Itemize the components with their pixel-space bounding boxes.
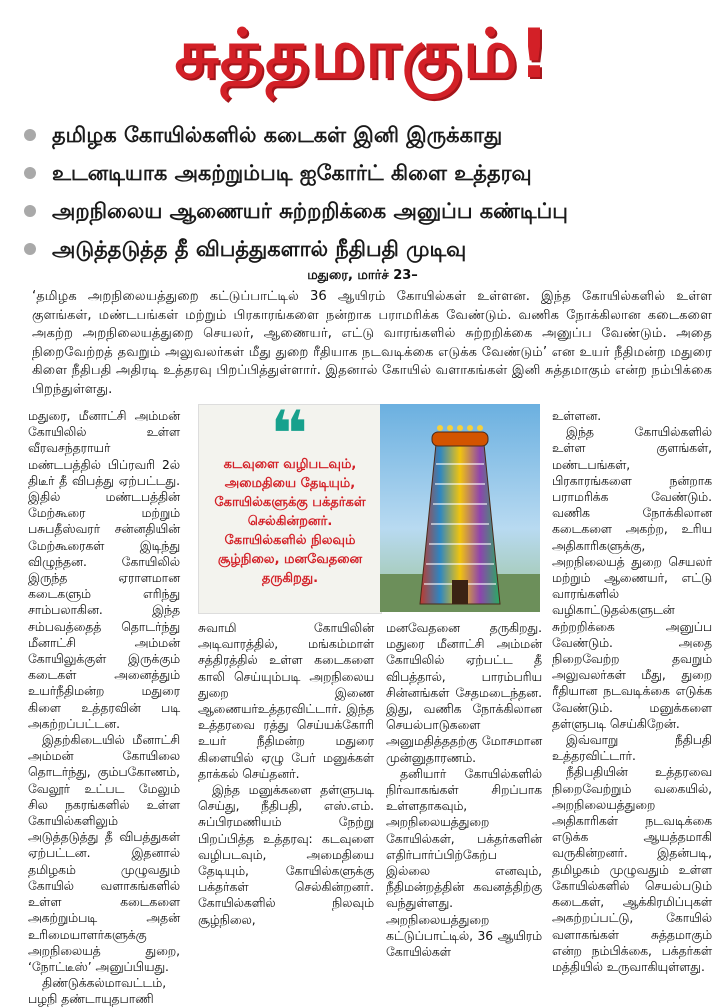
paragraph: உள்ளன.	[552, 409, 602, 423]
article-column-4	[552, 408, 712, 976]
highlight-item	[22, 230, 712, 268]
highlight-text: அடுத்தடுத்த தீ விபத்துகளால் நீதிபதி முடிவு	[52, 237, 467, 261]
article-column-3	[386, 620, 542, 976]
highlights-list	[22, 116, 712, 268]
paragraph: திண்டுக்கல்மாவட்டம், பழநி தண்டாயுதபாணி	[28, 976, 167, 1007]
quote-icon: ❝	[270, 398, 308, 472]
highlight-text: அறநிலைய ஆணையர் சுற்றறிக்கை அனுப்ப கண்டிப்பு	[52, 199, 568, 223]
lead-paragraph: ‘தமிழக அறநிலையத்துறை கட்டுப்பாட்டில் 36 ஆயிரம் கோயில்கள் உள்ளன. இந்த கோயில்களில் உள்ள குளங்கள், மண்டபங்கள் மற்றும் பிரகாரங்களை நன்றாக பராமரிக்க வேண்டும். வணிக நோக்கிலான கடைகளை அகற்ற அறநிலையத்துறை செயலர், ஆணையர், எட்டு வாரங்களில் சுற்றறிக்கை அனுப்ப வேண்டும். அதை நிறைவேற்றத் தவறும் அலுவலர்கள் மீது துறை ரீதியாக நடவடிக்கை எடுக்க வேண்டும்’ என உயர் நீதிமன்ற மதுரை கிளை நீதிபதி அதிரடி உத்தரவு பிறப்பித்துள்ளார். இதனால் கோயில் வளாகங்கள் இனி சுத்தமாகும் என்ற நம்பிக்கை பிறந்துள்ளது.	[32, 289, 712, 397]
highlight-item	[22, 192, 712, 230]
highlight-item	[22, 116, 712, 154]
bullet-icon	[24, 243, 36, 255]
paragraph: இதற்கிடையில் மீனாட்சி அம்மன் கோயிலை தொடர்ந்து, கும்பகோணம், வேலூர் உட்பட மேலும் சில நகரங்களில் உள்ள கோயில்களிலும் அடுத்தடுத்து தீ விபத்துகள் ஏற்பட்டன. இதனால் தமிழகம் முழுவதும் கோயில் வளாகங்களில் உள்ள கடைகளை அகற்றும்படி அதன் உரிமையாளர்களுக்கு அறநிலையத் துறை, ‘நோட்டீஸ்’ அனுப்பியது.	[28, 733, 180, 974]
temple-tower-photo	[380, 404, 540, 612]
paragraph: மதுரை, மீனாட்சி அம்மன் கோயிலில் உள்ள வீரவசந்தராயர் மண்டபத்தில் பிப்ரவரி 2ல் திடீர் தீ விபத்து ஏற்பட்டது. இதில் மண்டபத்தின் மேற்கூரை மற்றும் பசுபதீஸ்வரர் சன்னதியின் மேற்கூரைகள் இடிந்து விழுந்தன. கோயிலில் இருந்த ஏராளமான கடைகளும் எரிந்து சாம்பலாகின. இந்த சம்பவத்தைத் தொடர்ந்து மீனாட்சி அம்மன் கோயிலுக்குள் இருக்கும் கடைகள் அனைத்தும் உயர்நீதிமன்ற மதுரை கிளை உத்தரவின் படி அகற்றப்பட்டன.	[28, 409, 180, 731]
bullet-icon	[24, 205, 36, 217]
article-column-2	[198, 620, 374, 976]
pull-quote-text: கடவுளை வழிபடவும், அமைதியை தேடியும், கோயில்களுக்கு பக்தர்கள் செல்கின்றனர். கோயில்களில் நிலவும் சூழ்நிலை, மனவேதனை தருகிறது.	[214, 457, 366, 586]
paragraph: தனியார் கோயில்களில் நிர்வாகங்கள் சிறப்பாக உள்ளதாகவும், அறநிலையத்துறை கோயில்கள், பக்தர்களின் எதிர்பார்ப்பிற்கேற்ப இல்லை எனவும், நீதிமன்றத்தின் கவனத்திற்கு வந்துள்ளது. அறநிலையத்துறை கட்டுப்பாட்டில், 36 ஆயிரம் கோயில்கள்	[386, 766, 542, 960]
bullet-icon	[24, 129, 36, 141]
article-column-1	[28, 408, 180, 1007]
highlight-item	[22, 154, 712, 192]
paragraph: மனவேதனை தருகிறது. மதுரை மீனாட்சி அம்மன் கோயிலில் ஏற்பட்ட தீ விபத்தால், பாரம்பரிய சின்னங்கள் சேதமடைந்தன. இது, வணிக நோக்கிலான செயல்பாடுகளை அனுமதித்ததற்கு மோசமான முன்னுதாரணம்.	[386, 621, 542, 765]
paragraph: சுவாமி கோயிலின் அடிவாரத்தில், மங்கம்மாள் சத்திரத்தில் உள்ள கடைகளை காலி செய்யும்படி அறநிலைய துறை இணை ஆணையர்உத்தரவிட்டார். இந்த உத்தரவை ரத்து செய்யக்கோரி உயர் நீதிமன்ற மதுரை கிளையில் ஏழு பேர் மனுக்கள் தாக்கல் செய்தனர்.	[198, 621, 374, 781]
highlight-text: உடனடியாக அகற்றும்படி ஐகோர்ட் கிளை உத்தரவு	[52, 161, 532, 185]
highlight-text: தமிழக கோயில்களில் கடைகள் இனி இருக்காது	[52, 123, 503, 147]
dateline: மதுரை, மார்ச் 23–	[307, 268, 418, 283]
bullet-icon	[24, 167, 36, 179]
temple-gopuram-image	[380, 404, 540, 612]
pull-quote	[198, 398, 382, 614]
headline: சுத்தமாகும்!	[174, 15, 551, 94]
paragraph: இந்த மனுக்களை தள்ளுபடி செய்து, நீதிபதி, எஸ்.எம். சுப்பிரமணியம் நேற்று பிறப்பித்த உத்தரவு: கடவுளை வழிபடவும், அமைதியை தேடியும், கோயில்களுக்கு பக்தர்கள் செல்கின்றனர். கோயில்களில் நிலவும் சூழ்நிலை,	[198, 783, 374, 927]
paragraph: இவ்வாறு நீதிபதி உத்தரவிட்டார்.	[552, 733, 712, 764]
paragraph: இந்த கோயில்களில் உள்ள குளங்கள், மண்டபங்கள், பிரகாரங்களை நன்றாக பராமரிக்க வேண்டும். வணிக நோக்கிலான கடைகளை அகற்ற, உரிய அதிகாரிகளுக்கு, அறநிலையத் துறை செயலர் மற்றும் ஆணையர், எட்டு வாரங்களில் வழிகாட்டுதல்களுடன் சுற்றறிக்கை அனுப்ப வேண்டும். அதை நிறைவேற்ற தவறும் அலுவலர்கள் மீது, துறை ரீதியான நடவடிக்கை எடுக்க வேண்டும். மனுக்களை தள்ளுபடி செய்கிறேன்.	[552, 425, 712, 731]
paragraph: நீதிபதியின் உத்தரவை நிறைவேற்றும் வகையில், அறநிலையத்துறை அதிகாரிகள் நடவடிக்கை எடுக்க ஆயத்தமாகி வருகின்றனர். இதன்படி, தமிழகம் முழுவதும் உள்ள கோயில்களில் செயல்படும் கடைகள், ஆக்கிரமிப்புகள் அகற்றப்பட்டு, கோயில் வளாகங்கள் சுத்தமாகும் என்ற நம்பிக்கை, பக்தர்கள் மத்தியில் உருவாகியுள்ளது.	[552, 765, 712, 974]
